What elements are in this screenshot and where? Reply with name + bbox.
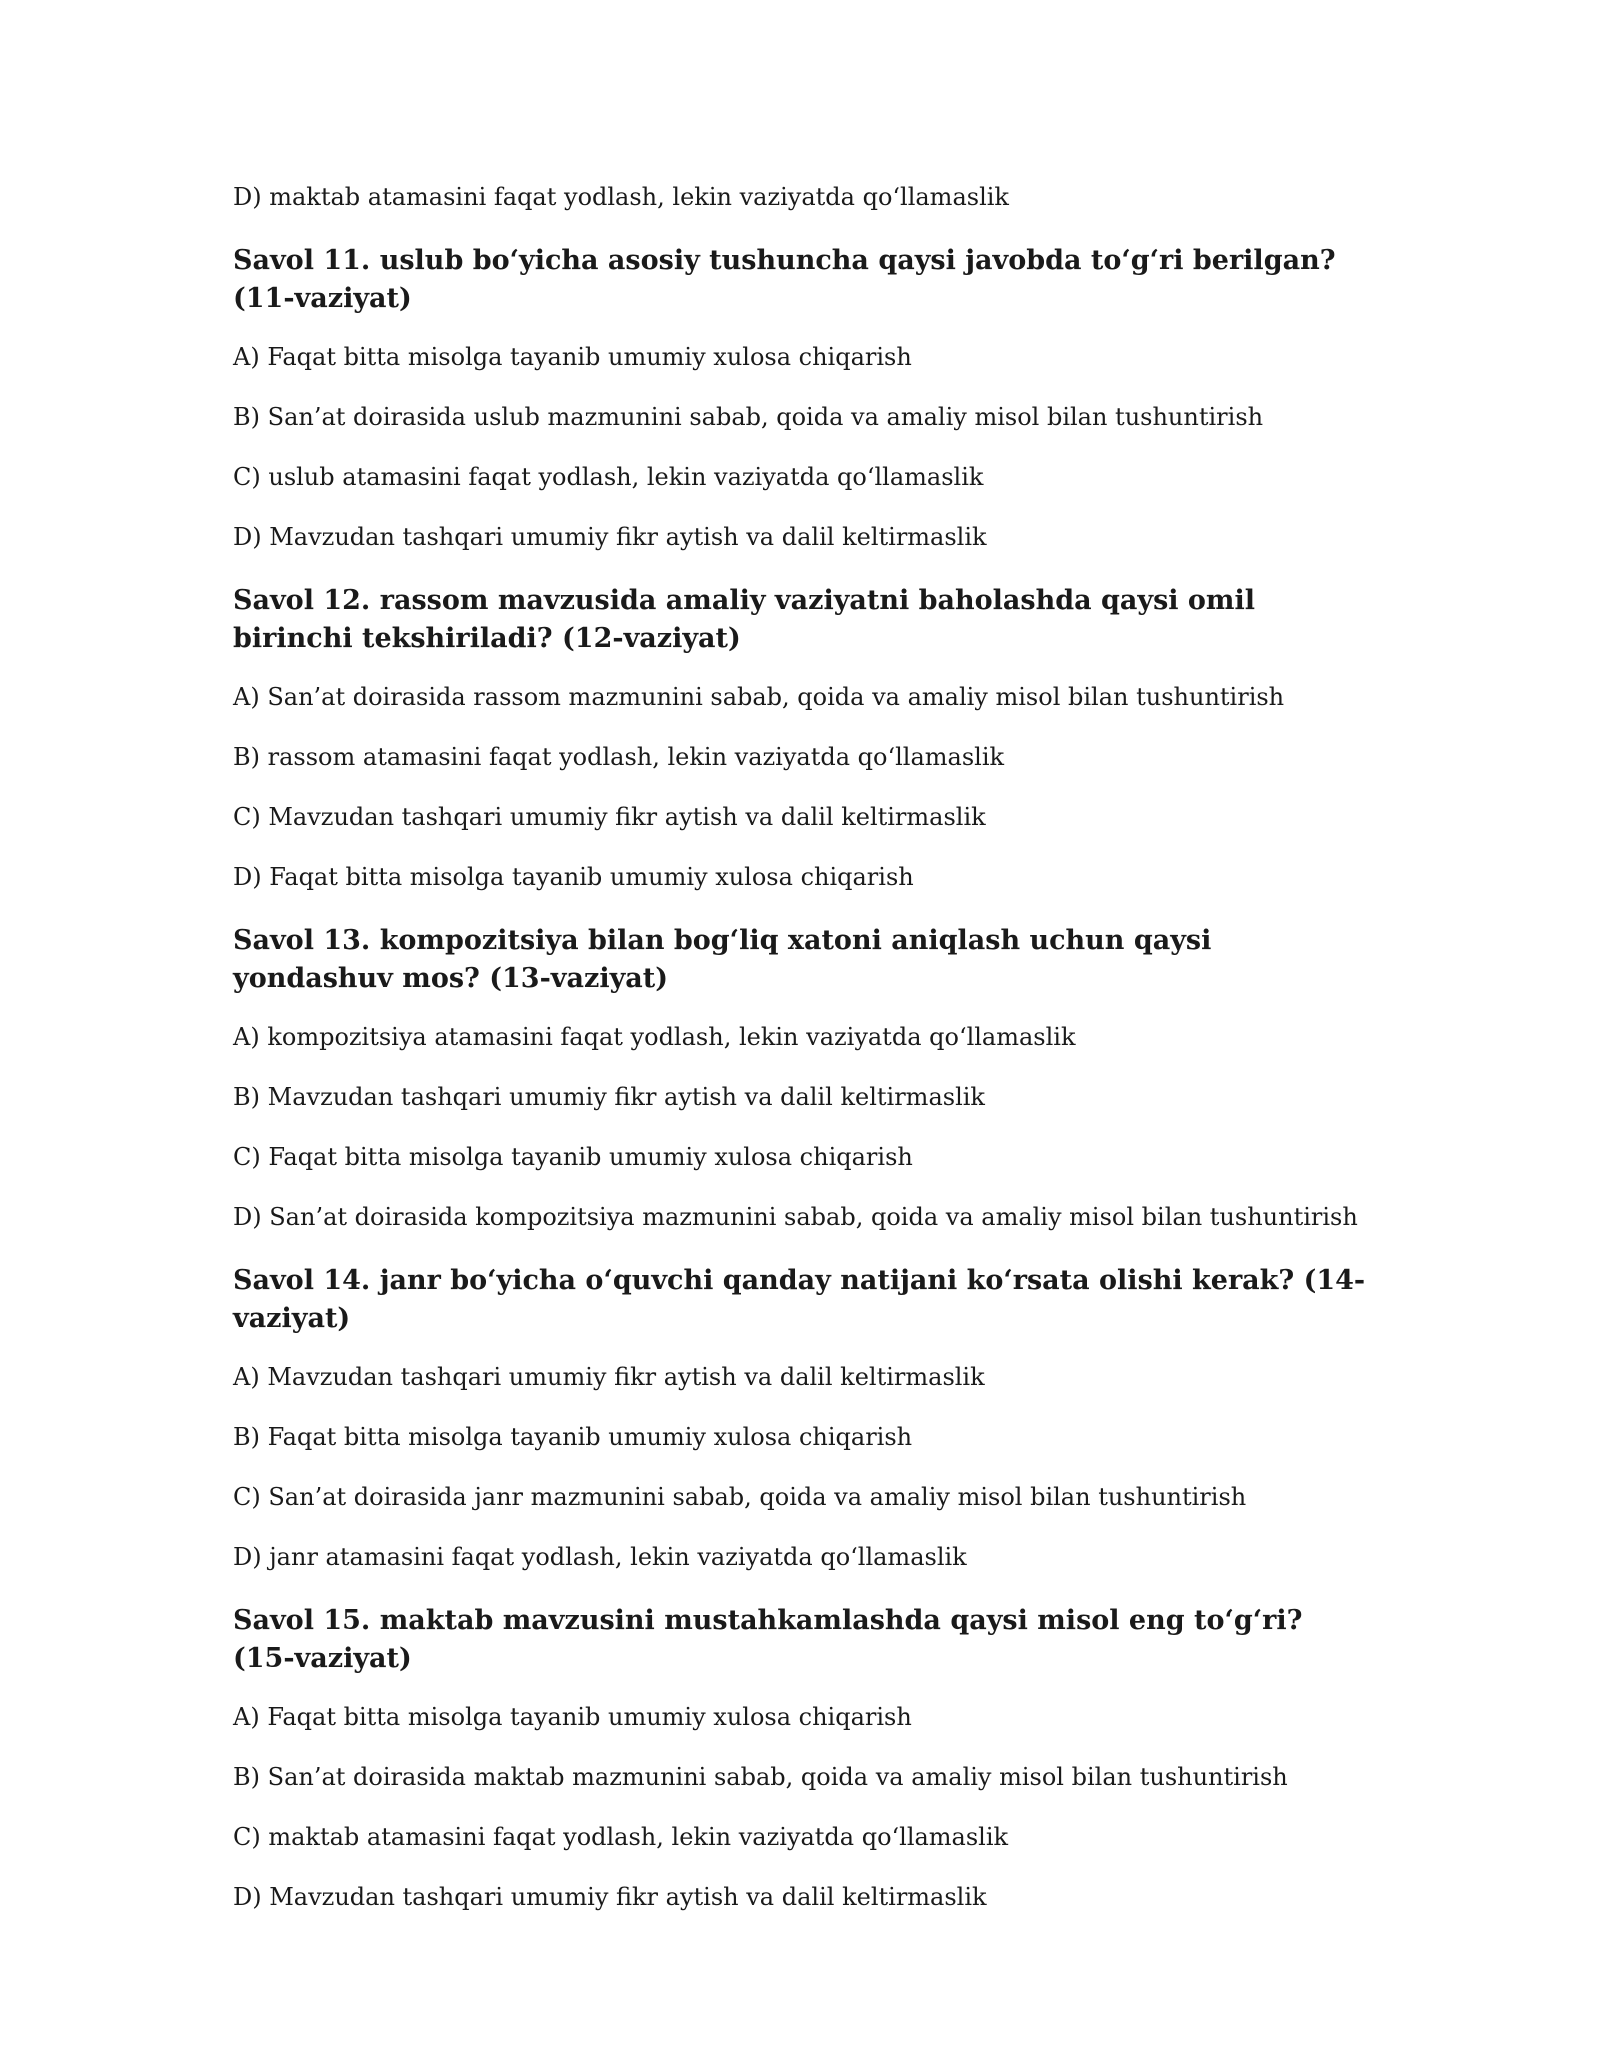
question-title: Savol 14. janr bo‘yicha o‘quvchi qanday natijani ko‘rsata olishi kerak? (14-vaziyat) (233, 1265, 1366, 1334)
question-block-13 (233, 922, 1373, 1232)
option-text: D) maktab atamasini faqat yodlash, lekin vaziyatda qo‘llamaslik (233, 183, 1009, 211)
question-block-12 (233, 582, 1373, 892)
question-block-11 (233, 242, 1373, 552)
option-a: A) San’at doirasida rassom mazmunini sabab, qoida va amaliy misol bilan tushuntirish (233, 683, 1285, 711)
option-b: B) Mavzudan tashqari umumiy fikr aytish va dalil keltirmaslik (233, 1083, 985, 1111)
question-title: Savol 15. maktab mavzusini mustahkamlashda qaysi misol eng to‘g‘ri? (15-vaziyat) (233, 1605, 1303, 1674)
question-title: Savol 11. uslub bo‘yicha asosiy tushuncha qaysi javobda to‘g‘ri berilgan? (11-vaziyat) (233, 245, 1336, 314)
option-b: B) San’at doirasida maktab mazmunini sabab, qoida va amaliy misol bilan tushuntirish (233, 1763, 1288, 1791)
option-a: A) Mavzudan tashqari umumiy fikr aytish va dalil keltirmaslik (233, 1363, 985, 1391)
option-b: B) rassom atamasini faqat yodlash, lekin vaziyatda qo‘llamaslik (233, 743, 1005, 771)
option-a: A) kompozitsiya atamasini faqat yodlash, lekin vaziyatda qo‘llamaslik (233, 1023, 1076, 1051)
option-d: D) janr atamasini faqat yodlash, lekin vaziyatda qo‘llamaslik (233, 1543, 967, 1571)
option-c: C) San’at doirasida janr mazmunini sabab, qoida va amaliy misol bilan tushuntirish (233, 1483, 1247, 1511)
option-a: A) Faqat bitta misolga tayanib umumiy xulosa chiqarish (233, 343, 912, 371)
option-a: A) Faqat bitta misolga tayanib umumiy xulosa chiqarish (233, 1703, 912, 1731)
question-title: Savol 13. kompozitsiya bilan bog‘liq xatoni aniqlash uchun qaysi yondashuv mos? (13-vaziyat) (233, 925, 1212, 994)
question-block-15 (233, 1602, 1373, 1912)
question-block-14 (233, 1262, 1373, 1572)
document-page (233, 182, 1373, 1942)
option-b: B) San’at doirasida uslub mazmunini sabab, qoida va amaliy misol bilan tushuntirish (233, 403, 1264, 431)
option-d: D) Faqat bitta misolga tayanib umumiy xulosa chiqarish (233, 863, 914, 891)
option-c: C) maktab atamasini faqat yodlash, lekin vaziyatda qo‘llamaslik (233, 1823, 1009, 1851)
option-d: D) San’at doirasida kompozitsiya mazmunini sabab, qoida va amaliy misol bilan tushuntirish (233, 1203, 1358, 1231)
option-c: C) uslub atamasini faqat yodlash, lekin vaziyatda qo‘llamaslik (233, 463, 984, 491)
option-d: D) Mavzudan tashqari umumiy fikr aytish va dalil keltirmaslik (233, 1883, 987, 1911)
option-d: D) Mavzudan tashqari umumiy fikr aytish va dalil keltirmaslik (233, 523, 987, 551)
option-c: C) Faqat bitta misolga tayanib umumiy xulosa chiqarish (233, 1143, 913, 1171)
question-title: Savol 12. rassom mavzusida amaliy vaziyatni baholashda qaysi omil birinchi tekshiriladi? (12-vaziyat) (233, 585, 1256, 654)
option-c: C) Mavzudan tashqari umumiy fikr aytish va dalil keltirmaslik (233, 803, 986, 831)
option-b: B) Faqat bitta misolga tayanib umumiy xulosa chiqarish (233, 1423, 913, 1451)
